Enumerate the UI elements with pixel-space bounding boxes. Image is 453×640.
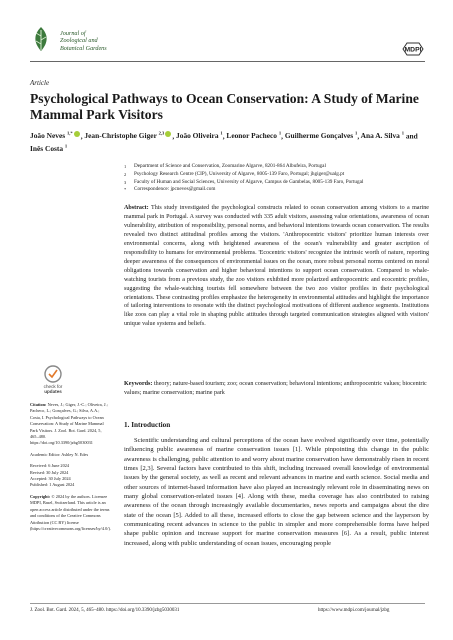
abstract [124, 204, 429, 329]
date-published: Published: 1 August 2024 [30, 482, 75, 488]
article-sidebar [30, 402, 110, 537]
affiliations [124, 163, 434, 194]
keywords-text: theory; nature-based tourism; zoo; ocean conservation; behavioral intentions; anthropocentric values; biocentric values; marine conservation; marine park [124, 381, 427, 396]
check-updates-label: check for [43, 384, 63, 389]
academic-editor: Academic Editor: Ashley N. Edes [30, 451, 89, 457]
header-divider [30, 61, 425, 62]
copyright-block [30, 494, 110, 532]
abstract-text: This study investigated the psychological constructs related to ocean conservation among visitors to a marine mammal park in Portugal. A survey was conducted with 335 adult visitors, assessing value orientations, awareness of ocean vulnerability, attribution of responsibility, personal norms, and behavioral intentions towards ocean conservation. The results revealed two distinct attitudinal profiles among the visitors. 'Anthropocentric visitors' prioritize human interests over environmental concerns, along with heightened awareness of the ocean's vulnerability and greater ascription of responsibility to humans for environmental problems. 'Ecocentric visitors' recognize the intrinsic worth of nature, reporting deeper awareness of the consequences of environmental issues on the ocean, more robust personal norms centered on moral obligations towards conservation and higher behavioral intentions to support ocean conservation. Compared to whale-watching tourists from a previous study, the zoo visitors exhibited more polarized anthropocentric and ecocentric profiles, suggesting the whale-watching tourists fell somewhere between the two zoo visitor profiles in their psychological orientations. These contrasting profiles emphasize the heterogeneity in environmental attitudes and highlight the importance of tailoring interventions to resonate with the distinct psychological motivations of different audience segments. Institutions like zoos can play a vital role in shaping public attitudes through targeted communication strategies aligned with visitors' unique value systems and beliefs. [124, 205, 429, 328]
journal-name-line: Botanical Gardens [60, 44, 107, 52]
author-separator: , [281, 131, 285, 141]
citation-text: Neves, J.; Giger, J.-C.; Oliveira, J.; Pacheco, L.; Gonçalves, G.; Silva, A.A.; Costa, I. Psychological Pathways to Ocean Conservation: A Study of Marine Mammal Park Visitors. J. Zool. Bot. Gard. 2024, 5, 465–480. https://doi.org/10.3390/jzbg5030031 [30, 402, 108, 446]
author-affiliation-marker: 1 [355, 131, 358, 136]
keywords [124, 380, 429, 398]
article-type: Article [30, 79, 50, 87]
affiliation-row [124, 163, 434, 171]
author-separator: , [357, 131, 361, 141]
journal-url-link[interactable]: https://www.mdpi.com/journal/jzbg [318, 608, 390, 613]
author-separator: , [80, 131, 85, 141]
affiliation-number: 3 [124, 179, 127, 185]
date-accepted: Accepted: 30 July 2024 [30, 476, 71, 482]
affiliation-number: 2 [124, 171, 127, 177]
author-name: Guilherme Gonçalves $^1$ [284, 131, 358, 141]
date-revised: Revised: 30 July 2024 [30, 469, 69, 475]
citation-label: Citation: [30, 402, 47, 407]
author-list [30, 129, 430, 155]
author-name: João Neves $^{1,*}$ [30, 131, 81, 140]
affiliation-text: Faculty of Human and Social Sciences, University of Algarve, Campus de Gambelas, 8005-139 Faro, Portugal [134, 178, 364, 185]
section-heading: 1. Introduction [124, 421, 171, 429]
copyright-text: © 2024 by the authors. Licensee MDPI, Basel, Switzerland. This article is an open access article distributed under the terms and conditions of the Creative Commons Attribution (CC BY) license (https://creativecommons.org/licenses/by/4.0/). [30, 493, 111, 531]
check-updates-label: updates [44, 389, 62, 394]
footer-citation: J. Zool. Bot. Gard. 2024, 5, 465–480. https://doi.org/10.3390/jzbg5030031 [30, 608, 180, 613]
affiliation-row [124, 179, 434, 187]
author-name: Ana A. Silva $^1$ [360, 131, 404, 141]
affiliation-text: Department of Science and Conservation, Zoomarine Algarve, 8201-864 Albufeira, Portugal [134, 163, 326, 169]
author-affiliation-marker: 1 [220, 131, 223, 136]
affiliation-text: Correspondence: jpcneves@gmail.com [134, 186, 216, 193]
orcid-icon[interactable] [74, 131, 80, 137]
author-separator: , [172, 131, 177, 141]
author-separator: , [222, 131, 227, 141]
author-affiliation-marker: 1 [401, 131, 404, 136]
footer-divider [30, 603, 425, 604]
author-name: Inês Costa $^1$ [30, 143, 68, 154]
journal-name-line: Journal of [60, 30, 86, 37]
author-separator: and [404, 131, 418, 141]
citation-block [30, 402, 110, 447]
author-name: João Oliveira $^1$ [176, 131, 223, 141]
introduction-text: Scientific understanding and cultural perceptions of the ocean have evolved significantly over time, potentially influencing public awareness of marine conservation issues [1]. While pinpointing this change in the public awareness is challenging, public attention to and worry about marine conservation have demonstrably risen in recent times [2,3]. Several factors have contributed to this shift, including increased overall knowledge of environmental issues by the general society, as well as recent and relevant advances in marine and earth science. Social media and other sources of internet-based information have also played an increasingly relevant role in disseminating news on many global conservation-related issues [4]. Along with these, media coverage has also contributed to raising awareness of the ocean through increasingly available documentaries, news reports and campaigns about the dire state of the ocean [5]. Added to all these, increased efforts to close the gap between science and the layperson by communicating recent advances in science to the public in simpler and more comprehensible forms have helped shape public opinion and increase support for marine conservation measures [6]. As a result, public interest increased, along with public understanding of ocean issues, encouraging people [124, 437, 429, 547]
journal-logo-icon [30, 26, 52, 52]
copyright-label: Copyright: [30, 493, 51, 499]
author-affiliation-marker: 1 [64, 143, 68, 149]
affiliation-number: * [124, 187, 127, 193]
abstract-label: Abstract: [124, 205, 149, 211]
history-dates [30, 463, 110, 489]
date-received: Received: 6 June 2024 [30, 463, 70, 469]
affiliation-row [124, 171, 434, 179]
orcid-icon[interactable] [165, 131, 171, 137]
check-updates-icon [44, 365, 62, 383]
author-name: Leonor Pacheco $^1$ [226, 131, 282, 141]
author-affiliation-marker: 2,3 [158, 131, 165, 136]
journal-name-line: Zoological and [60, 37, 98, 45]
keywords-label: Keywords: [124, 381, 153, 387]
svg-text:MDPI: MDPI [404, 46, 422, 54]
mdpi-logo-icon [400, 42, 426, 56]
affiliation-row [124, 186, 434, 194]
affiliation-number: 1 [124, 164, 127, 169]
check-for-updates-button[interactable] [30, 365, 76, 395]
author-name: Jean-Christophe Giger $^{2,3}$ [84, 131, 172, 140]
article-title: Psychological Pathways to Ocean Conservation: A Study of Marine Mammal Park Visitors [30, 91, 419, 122]
author-affiliation-marker: 1 [278, 131, 282, 136]
journal-name [60, 30, 107, 52]
author-affiliation-marker: 1,* [66, 131, 73, 136]
affiliation-text: Psychology Research Centre (CIP), University of Algarve, 8005-139 Faro, Portugal; jhgiger@ualg.pt [134, 170, 345, 177]
